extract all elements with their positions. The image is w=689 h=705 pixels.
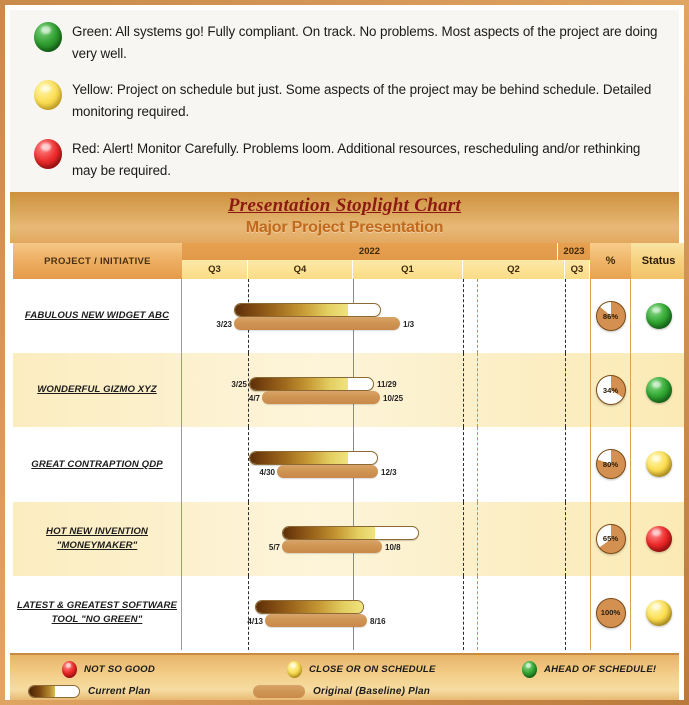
bar-legend-item-baseline bbox=[253, 685, 430, 698]
gantt-plot-area bbox=[182, 427, 590, 501]
gridline-4 bbox=[565, 427, 566, 501]
header-quarter-4: Q3 bbox=[565, 260, 590, 279]
status-cell bbox=[631, 502, 686, 576]
header-project-initiative: PROJECT / INITIATIVE bbox=[13, 243, 182, 279]
gridline-0 bbox=[248, 576, 249, 650]
table-row[interactable] bbox=[13, 279, 686, 353]
project-name-label: HOT NEW INVENTION "MONEYMAKER" bbox=[46, 525, 148, 551]
percent-label: 100% bbox=[600, 608, 621, 618]
header-quarter-2: Q1 bbox=[353, 260, 463, 279]
key-row-red bbox=[24, 137, 665, 181]
key-row-green bbox=[24, 20, 665, 64]
percent-pie-icon bbox=[596, 375, 626, 405]
gantt-plot-area bbox=[182, 279, 590, 353]
gridline-2 bbox=[463, 279, 464, 353]
current-start-date: 3/25 bbox=[231, 380, 247, 390]
gridline-3 bbox=[477, 427, 478, 501]
gantt-plot-area bbox=[182, 353, 590, 427]
gantt-plot-area bbox=[182, 502, 590, 576]
gridline-0 bbox=[248, 427, 249, 501]
percent-pie-icon bbox=[596, 524, 626, 554]
header-year-2022: 2022 bbox=[358, 246, 381, 257]
header-percent: % bbox=[590, 243, 631, 279]
yellow-status-light-icon bbox=[646, 600, 672, 626]
gridline-2 bbox=[463, 353, 464, 427]
green-light-icon bbox=[34, 22, 62, 52]
header-status: Status bbox=[631, 243, 686, 279]
percent-complete-cell bbox=[590, 427, 631, 501]
gridline-4 bbox=[565, 279, 566, 353]
percent-complete-cell bbox=[590, 279, 631, 353]
baseline-plan-bar[interactable] bbox=[262, 391, 380, 404]
current-plan-bar[interactable] bbox=[234, 303, 381, 317]
current-plan-bar[interactable] bbox=[255, 600, 364, 614]
key-text-green: Green: All systems go! Fully compliant. On track. No problems. Most aspects of the project are doing very well. bbox=[72, 24, 658, 61]
status-legend-row bbox=[10, 661, 679, 683]
bar-legend-label: Current Plan bbox=[88, 686, 151, 697]
current-plan-progress-fill bbox=[250, 452, 348, 464]
status-legend-item-yellow bbox=[287, 661, 436, 678]
baseline-plan-bar[interactable] bbox=[282, 540, 382, 553]
status-cell bbox=[631, 279, 686, 353]
bar-legend-item-current bbox=[28, 685, 150, 698]
table-header bbox=[13, 243, 686, 279]
current-plan-progress-fill bbox=[250, 378, 348, 390]
current-end-date: 11/29 bbox=[377, 380, 397, 390]
percent-label: 65% bbox=[602, 534, 619, 544]
current-plan-swatch bbox=[28, 685, 80, 698]
yellow-light-icon bbox=[34, 80, 62, 110]
key-text-red: Red: Alert! Monitor Carefully. Problems loom. Additional resources, rescheduling and/or rethinking may be required. bbox=[72, 140, 641, 178]
gridline-4 bbox=[565, 576, 566, 650]
gridline-0 bbox=[248, 502, 249, 576]
baseline-plan-bar[interactable] bbox=[234, 317, 400, 330]
status-key-block bbox=[10, 10, 679, 192]
gridline-3 bbox=[477, 353, 478, 427]
status-legend-label: NOT SO GOOD bbox=[84, 664, 155, 675]
table-row[interactable] bbox=[13, 502, 686, 576]
chart-rows-container bbox=[13, 279, 686, 650]
red-legend-light-icon bbox=[62, 661, 77, 678]
baseline-end-date: 8/16 bbox=[370, 616, 386, 626]
baseline-start-date: 5/7 bbox=[268, 542, 280, 552]
gridline-3 bbox=[477, 279, 478, 353]
header-year-row bbox=[182, 243, 590, 260]
gantt-plot-area bbox=[182, 576, 590, 650]
percent-pie-icon bbox=[596, 301, 626, 331]
chart-footer-legend bbox=[10, 653, 679, 705]
percent-complete-cell bbox=[590, 576, 631, 650]
baseline-start-date: 4/30 bbox=[259, 468, 275, 478]
gridline-2 bbox=[463, 427, 464, 501]
current-plan-bar[interactable] bbox=[249, 377, 374, 391]
header-year-2023: 2023 bbox=[557, 243, 590, 260]
gridline-4 bbox=[565, 353, 566, 427]
current-plan-swatch-fill bbox=[29, 686, 55, 697]
baseline-end-date: 1/3 bbox=[403, 320, 415, 329]
baseline-plan-swatch bbox=[253, 685, 305, 698]
header-quarter-1: Q4 bbox=[248, 260, 353, 279]
table-row[interactable] bbox=[13, 576, 686, 650]
baseline-plan-bar[interactable] bbox=[277, 465, 378, 478]
green-status-light-icon bbox=[646, 303, 672, 329]
percent-label: 34% bbox=[602, 385, 619, 395]
project-name-cell bbox=[13, 502, 182, 576]
percent-pie-icon bbox=[596, 598, 626, 628]
percent-complete-cell bbox=[590, 353, 631, 427]
table-row[interactable] bbox=[13, 427, 686, 501]
baseline-end-date: 12/3 bbox=[381, 468, 397, 478]
table-row[interactable] bbox=[13, 353, 686, 427]
green-legend-light-icon bbox=[522, 661, 537, 678]
project-name-label: FABULOUS NEW WIDGET ABC bbox=[24, 310, 170, 322]
status-legend-item-green bbox=[522, 661, 656, 678]
gridline-4 bbox=[565, 502, 566, 576]
chart-title-band bbox=[10, 192, 679, 243]
status-legend-label: AHEAD OF SCHEDULE! bbox=[544, 664, 657, 675]
percent-complete-cell bbox=[590, 502, 631, 576]
status-cell bbox=[631, 427, 686, 501]
project-name-cell bbox=[13, 576, 182, 650]
current-plan-progress-fill bbox=[256, 601, 363, 613]
project-name-label: GREAT CONTRAPTION QDP bbox=[31, 458, 163, 470]
bar-legend-label: Original (Baseline) Plan bbox=[313, 686, 431, 697]
project-name-label: WONDERFUL GIZMO XYZ bbox=[37, 384, 157, 396]
current-plan-bar[interactable] bbox=[249, 451, 378, 465]
project-name-cell bbox=[13, 279, 182, 353]
chart-title: Presentation Stoplight Chart bbox=[227, 195, 462, 216]
baseline-end-date: 10/8 bbox=[385, 542, 401, 552]
key-row-yellow bbox=[24, 78, 665, 122]
baseline-start-date: 4/13 bbox=[247, 616, 263, 626]
key-text-yellow: Yellow: Project on schedule but just. Some aspects of the project may be behind schedule. Detailed monitoring required. bbox=[72, 82, 652, 120]
yellow-status-light-icon bbox=[646, 451, 672, 477]
yellow-legend-light-icon bbox=[287, 661, 302, 678]
baseline-start-date: 3/23 bbox=[216, 320, 232, 329]
gridline-0 bbox=[248, 353, 249, 427]
status-legend-item-red bbox=[62, 661, 155, 678]
project-name-cell bbox=[13, 353, 182, 427]
baseline-end-date: 10/25 bbox=[383, 394, 404, 404]
header-quarter-3: Q2 bbox=[463, 260, 565, 279]
baseline-plan-bar[interactable] bbox=[265, 614, 367, 627]
status-cell bbox=[631, 576, 686, 650]
red-status-light-icon bbox=[646, 526, 672, 552]
percent-label: 86% bbox=[602, 311, 619, 321]
chart-subtitle: Major Project Presentation bbox=[245, 218, 444, 236]
header-quarter-0: Q3 bbox=[182, 260, 248, 279]
gridline-3 bbox=[477, 576, 478, 650]
header-quarter-row bbox=[182, 260, 590, 279]
bar-legend-row bbox=[10, 685, 679, 705]
gridline-3 bbox=[477, 502, 478, 576]
green-status-light-icon bbox=[646, 377, 672, 403]
percent-pie-icon bbox=[596, 449, 626, 479]
status-legend-label: CLOSE OR ON SCHEDULE bbox=[309, 664, 436, 675]
current-plan-progress-fill bbox=[283, 527, 375, 539]
current-plan-progress-fill bbox=[235, 304, 348, 316]
status-cell bbox=[631, 353, 686, 427]
baseline-start-date: 4/7 bbox=[248, 394, 260, 404]
project-name-cell bbox=[13, 427, 182, 501]
percent-label: 80% bbox=[602, 459, 619, 469]
gridline-2 bbox=[463, 502, 464, 576]
project-name-label: LATEST & GREATEST SOFTWARE TOOL "NO GREEN" bbox=[17, 599, 178, 625]
gridline-2 bbox=[463, 576, 464, 650]
current-plan-bar[interactable] bbox=[282, 526, 419, 540]
red-light-icon bbox=[34, 139, 62, 169]
